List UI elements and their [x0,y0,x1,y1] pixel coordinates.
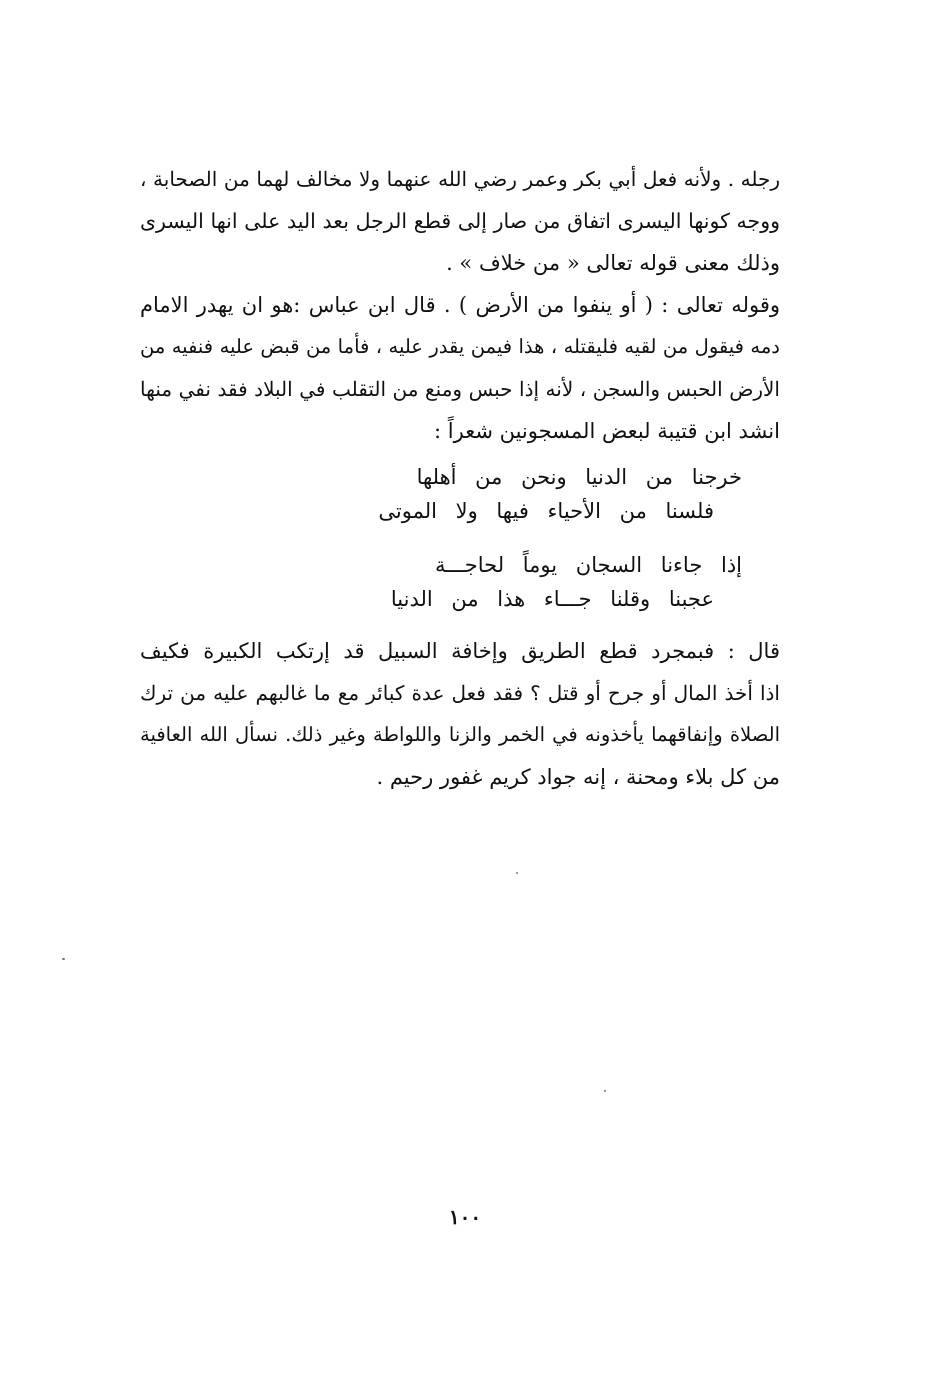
paragraph-1-line: وذلك معنى قوله تعالى « من خلاف » . [446,251,780,275]
paragraph-2-line: الأرض الحبس والسجن ، لأنه إذا حبس ومنع من التقلب في البلاد فقد نفي منها [140,377,780,401]
poem-verse-2-second-hemistich: عجبنا وقلنا جـــاء هذا من الدنيا [390,587,714,611]
page-number: ١٠٠ [448,1205,482,1229]
paragraph-3 [140,630,780,798]
paragraph-1 [140,158,780,284]
scan-speck [516,872,518,874]
paragraph-1-line: رجله . ولأنه فعل أبي بكر وعمر رضي الله عنهما ولا مخالف لهما من الصحابة ، [140,167,780,191]
paragraph-3-line: قال : فبمجرد قطع الطريق وإخافة السبيل قد إرتكب الكبيرة فكيف [140,639,780,663]
paragraph-2-line: دمه فيقول من لقيه فليقتله ، هذا فيمن يقدر عليه ، فأما من قبض عليه فنفيه من [140,335,780,358]
paragraph-1-line: ووجه كونها اليسرى اتفاق من صار إلى قطع الرجل بعد اليد على انها اليسرى [140,209,780,233]
paragraph-3-line: الصلاة وإنفاقهما يأخذونه في الخمر والزنا واللواطة وغير ذلك. نسأل الله العافية [140,723,780,746]
scan-speck [604,1090,606,1092]
scan-speck [62,958,65,960]
poem-verse-2-first-hemistich: إذا جاءنا السجان يوماً لحاجـــة [435,553,742,577]
paragraph-2 [140,284,780,452]
poem-verse-1-second-hemistich: فلسنا من الأحياء فيها ولا الموتى [378,499,714,523]
paragraph-2-line: انشد ابن قتيبة لبعض المسجونين شعراً : [434,419,780,443]
paragraph-2-line: وقوله تعالى : ( أو ينفوا من الأرض ) . قال ابن عباس :هو ان يهدر الامام [140,293,780,317]
paragraph-3-line: اذا أخذ المال أو جرح أو قتل ؟ فقد فعل عدة كبائر مع ما غالبهم عليه من ترك [140,681,780,705]
poem-verse-1-first-hemistich: خرجنا من الدنيا ونحن من أهلها [416,465,742,489]
paragraph-3-line: من كل بلاء ومحنة ، إنه جواد كريم غفور رحيم . [376,765,780,789]
